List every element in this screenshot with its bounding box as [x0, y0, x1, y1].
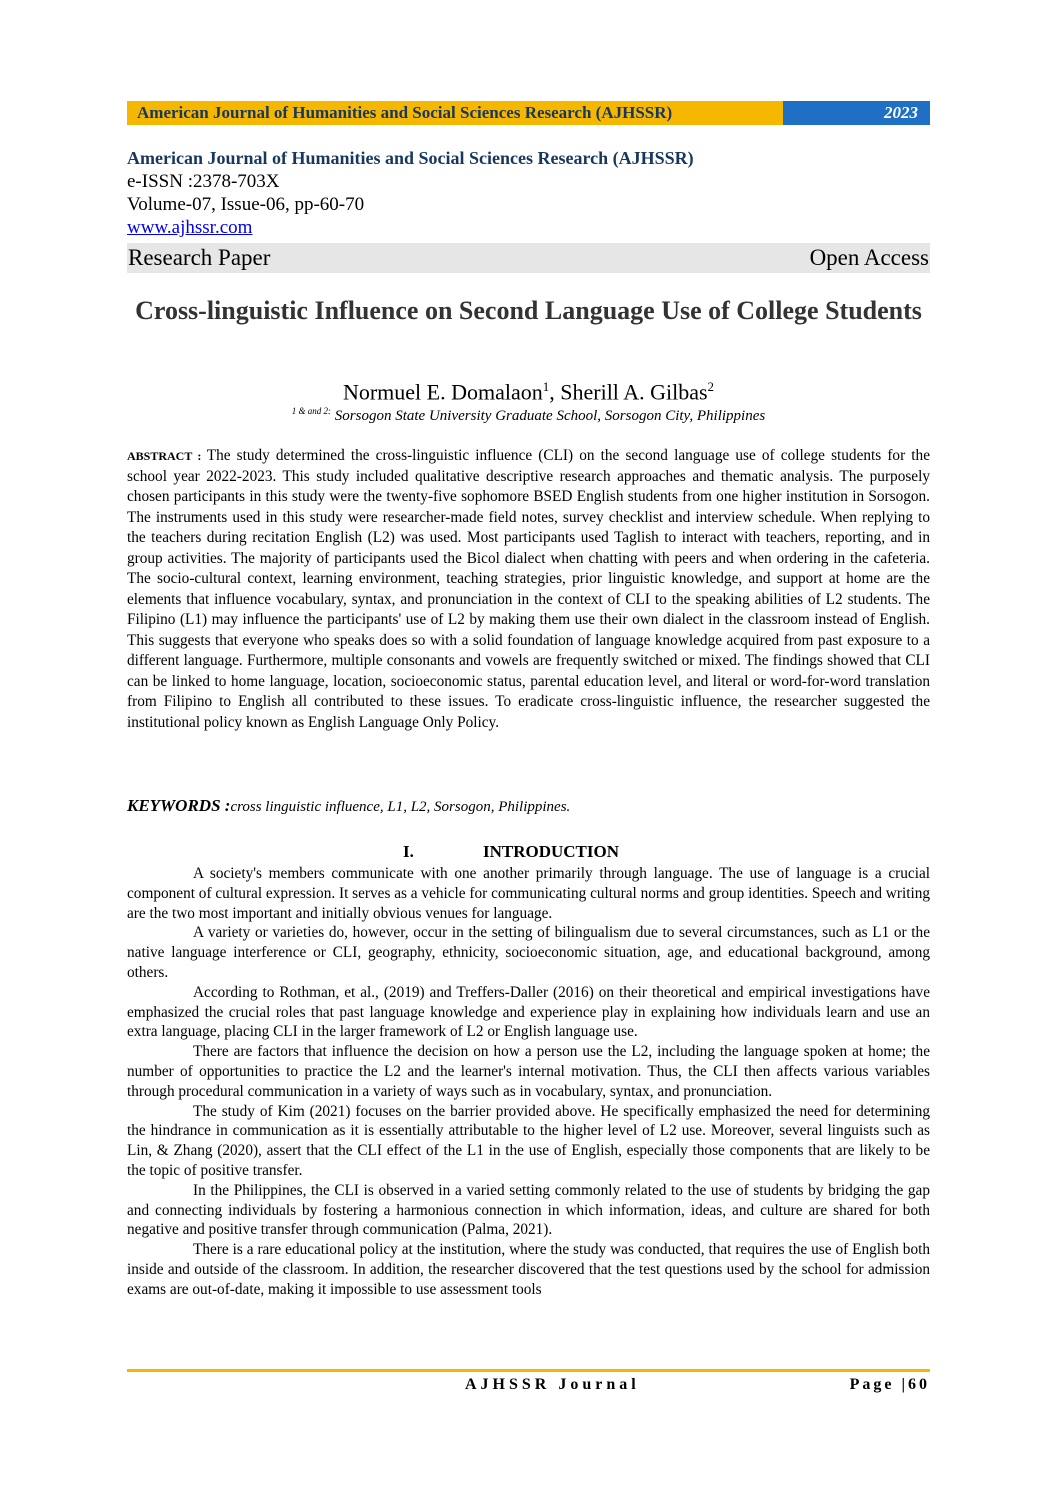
author-2-sup: 2 [707, 379, 715, 394]
authors [127, 379, 930, 405]
section-title: INTRODUCTION [483, 842, 620, 861]
banner-journal-name: American Journal of Humanities and Social Sciences Research (AJHSSR) [127, 101, 783, 125]
introduction-body [127, 864, 930, 1300]
author-1-sup: 1 [542, 379, 550, 394]
footer-page [850, 1376, 930, 1394]
paragraph: There are factors that influence the decision on how a person use the L2, including the language spoken at home; the number of opportunities to practice the L2 and the learner's internal motivation. Thus, the CLI then affects various variables through procedural communication in a variety of ways such as in vocabulary, syntax, and pronunciation. [127, 1043, 930, 1100]
journal-website-link[interactable]: www.ajhssr.com [127, 217, 253, 238]
footer-journal: AJHSSR Journal [465, 1376, 640, 1393]
paragraph: A society's members communicate with one another primarily through language. The use of language is a crucial component of cultural expression. It serves as a vehicle for communicating cultural norms and group identities. Speech and writing are the two most important and initially obvious venues for language. [127, 865, 930, 922]
paper-type: Research Paper [128, 245, 271, 270]
journal-banner [127, 101, 930, 125]
paragraph: In the Philippines, the CLI is observed in a varied setting commonly related to the use of students by bridging the gap and connecting individuals by fostering a harmonious connection in which information, ideas, and culture are shared for both negative and positive transfer through communication (Palma, 2021). [127, 1181, 930, 1239]
volume-issue: Volume-07, Issue-06, pp-60-70 [127, 194, 365, 215]
affiliation [127, 406, 930, 425]
author-separator: , [549, 379, 561, 405]
paragraph: A variety or varieties do, however, occur in the setting of bilingualism due to several circumstances, such as L1 or the native language interference or CLI, geography, ethnicity, socioeconomic situation, age, and educational background, among others. [127, 924, 930, 981]
abstract-label: ABSTRACT : [127, 449, 207, 463]
author-1: Normuel E. Domalaon [342, 379, 543, 405]
paragraph: The study of Kim (2021) focuses on the barrier provided above. He specifically emphasized the need for determining the hindrance in communication as it is essentially attributable to the higher level of L2 use. Moreover, several linguists such as Lin, & Zhang (2020), assert that the CLI effect of the L1 in the use of English, especially those components that are likely to be the topic of positive transfer. [127, 1102, 930, 1179]
issn: e-ISSN :2378-703X [127, 171, 280, 192]
journal-name: American Journal of Humanities and Social Sciences Research (AJHSSR) [127, 148, 694, 168]
paper-title: Cross-linguistic Influence on Second Language Use of College Students [135, 296, 922, 325]
affiliation-sup: 1 & and 2: [291, 406, 332, 416]
page-number: 60 [908, 1376, 930, 1393]
section-number: I. [403, 842, 414, 861]
abstract [127, 446, 930, 733]
journal-info [127, 147, 930, 239]
access-type: Open Access [809, 245, 929, 270]
abstract-text: The study determined the cross-linguistic influence (CLI) on the second language use of college students for the school year 2022-2023. This study included qualitative descriptive research approaches and thematic analysis. The purposely chosen participants in this study were the twenty-five sophomore BSED English students from one higher institution in Sorsogon. The instruments used in this study were researcher-made field notes, survey checklist and interview schedule. When replying to the teachers during recitation English (L2) was used. Most participants used Taglish to interact with teachers, reporting, and in group activities. The majority of participants used the Bicol dialect when chatting with peers and when ordering in the cafeteria. The socio-cultural context, learning environment, teaching strategies, prior linguistic knowledge, and support at home are the elements that influence vocabulary, syntax, and pronunciation in the context of CLI to the speaking abilities of L2 students. The Filipino (L1) may influence the participants' use of L2 by making them use their own dialect in the classroom instead of English. This suggests that everyone who speaks does so with a solid foundation of language knowledge acquired from past exposure to a different language. Furthermore, multiple consonants and vowels are frequently switched or mixed. The findings showed that CLI can be linked to home language, location, socioeconomic status, parental education level, and literal or word-for-word translation from Filipino to English all contributed to these issues. To eradicate cross-linguistic influence, the researcher suggested the institutional policy known as English Language Only Policy. [127, 447, 930, 731]
paragraph: According to Rothman, et al., (2019) and Treffers-Daller (2016) on their theoretical and empirical investigations have emphasized the crucial roles that past language knowledge and experience play in explaining how individuals learn and use an extra language, placing CLI in the larger framework of L2 or English language use. [127, 983, 930, 1041]
page-footer [127, 1376, 930, 1398]
banner-year: 2023 [783, 101, 930, 125]
keywords-label: KEYWORDS : [127, 796, 231, 815]
affiliation-text: Sorsogon State University Graduate School, Sorsogon City, Philippines [331, 408, 766, 424]
paragraph: There is a rare educational policy at the institution, where the study was conducted, that requires the use of English both inside and outside of the classroom. In addition, the researcher discovered that the test questions used by the school for admission exams are out-of-date, making it impossible to use assessment tools [127, 1241, 930, 1298]
keywords [127, 796, 930, 816]
author-2: Sherill A. Gilbas [560, 379, 708, 405]
paper-type-bar [127, 243, 930, 273]
keywords-text: cross linguistic influence, L1, L2, Sorsogon, Philippines. [230, 799, 571, 815]
page-label: Page | [849, 1376, 908, 1393]
footer-divider [127, 1369, 930, 1372]
